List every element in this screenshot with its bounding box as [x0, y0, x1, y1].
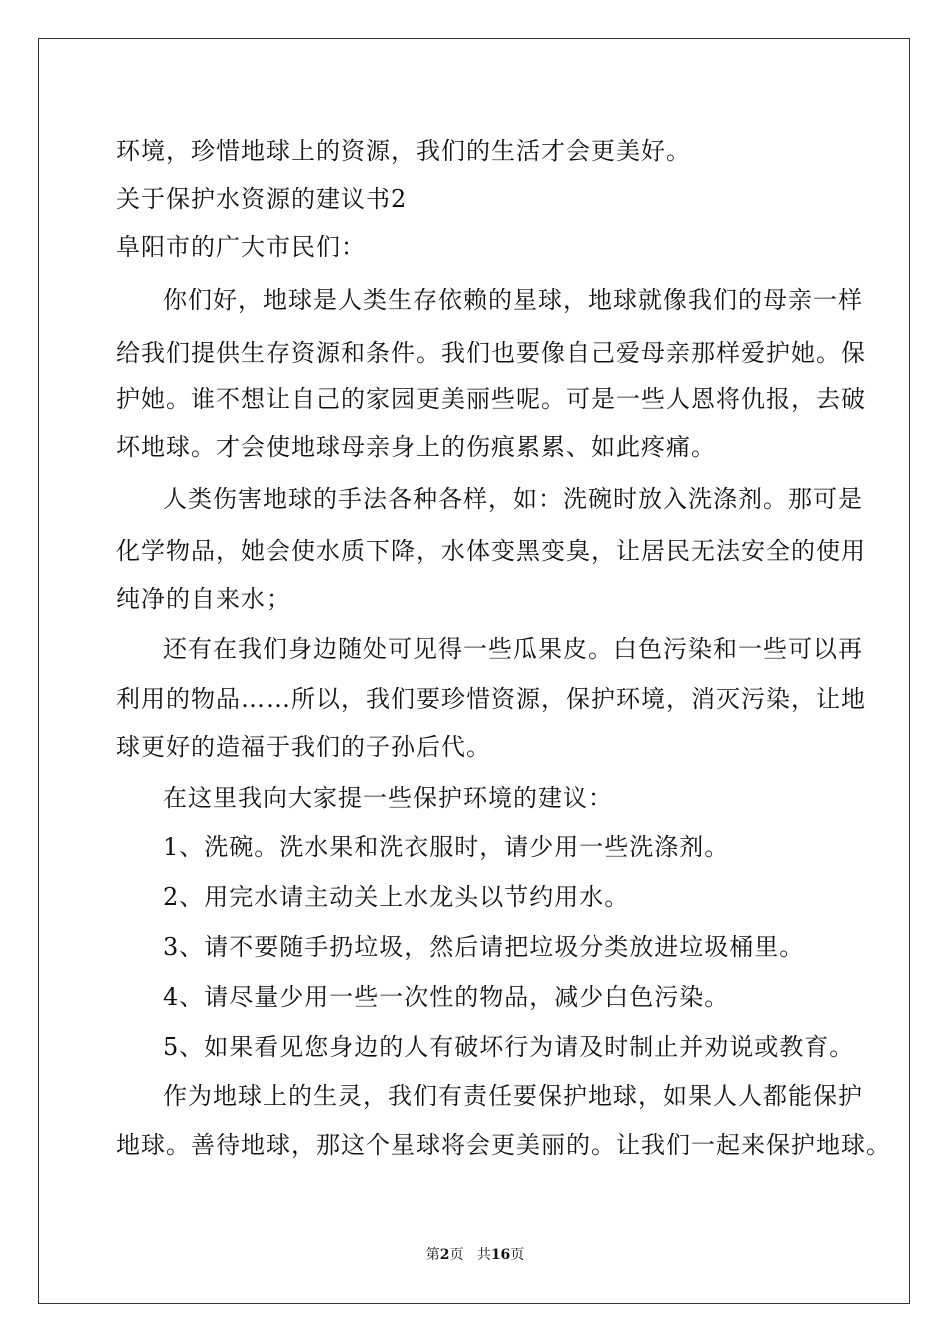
salutation: 阜阳市的广大市民们： [116, 233, 366, 261]
body-line: 作为地球上的生灵，我们有责任要保护地球，如果人人都能保护 [163, 1082, 863, 1110]
body-line: 环境，珍惜地球上的资源，我们的生活才会更美好。 [116, 137, 691, 165]
body-line: 化学物品，她会使水质下降，水体变黑变臭，让居民无法安全的使用 [116, 537, 866, 565]
total-pages: 16 [490, 1247, 511, 1263]
list-item: 1、洗碗。洗水果和洗衣服时，请少用一些洗涤剂。 [163, 833, 730, 861]
body-line: 纯净的自来水； [116, 585, 291, 613]
page-label-prefix: 第 [425, 1247, 440, 1263]
page-border [38, 38, 910, 1304]
body-line: 人类伤害地球的手法各种各样，如：洗碗时放入洗涤剂。那可是 [163, 485, 863, 513]
page-footer [0, 1246, 950, 1264]
body-line: 护她。谁不想让自己的家园更美丽些呢。可是一些人恩将仇报，去破 [116, 385, 866, 413]
body-line: 球更好的造福于我们的子孙后代。 [116, 733, 491, 761]
list-item: 3、请不要随手扔垃圾，然后请把垃圾分类放进垃圾桶里。 [163, 933, 805, 961]
body-line: 在这里我向大家提一些保护环境的建议： [163, 784, 613, 812]
list-item: 4、请尽量少用一些一次性的物品，减少白色污染。 [163, 983, 730, 1011]
body-line: 利用的物品……所以，我们要珍惜资源，保护环境，消灭污染，让地 [116, 685, 866, 713]
body-line: 给我们提供生存资源和条件。我们也要像自己爱母亲那样爱护她。保 [116, 339, 866, 367]
body-line: 地球。善待地球，那这个星球将会更美丽的。让我们一起来保护地球。 [116, 1131, 891, 1159]
list-item: 5、如果看见您身边的人有破坏行为请及时制止并劝说或教育。 [163, 1033, 855, 1061]
list-item: 2、用完水请主动关上水龙头以节约用水。 [163, 883, 630, 911]
body-line: 还有在我们身边随处可见得一些瓜果皮。白色污染和一些可以再 [163, 635, 863, 663]
total-label-prefix: 共 [476, 1247, 491, 1263]
page-number: 2 [439, 1247, 450, 1263]
document-title: 关于保护水资源的建议书2 [116, 185, 408, 213]
total-label-suffix: 页 [510, 1247, 525, 1263]
body-line: 你们好，地球是人类生存依赖的星球，地球就像我们的母亲一样 [163, 286, 863, 314]
page-label-suffix: 页 [449, 1247, 464, 1263]
body-line: 坏地球。才会使地球母亲身上的伤痕累累、如此疼痛。 [116, 433, 716, 461]
